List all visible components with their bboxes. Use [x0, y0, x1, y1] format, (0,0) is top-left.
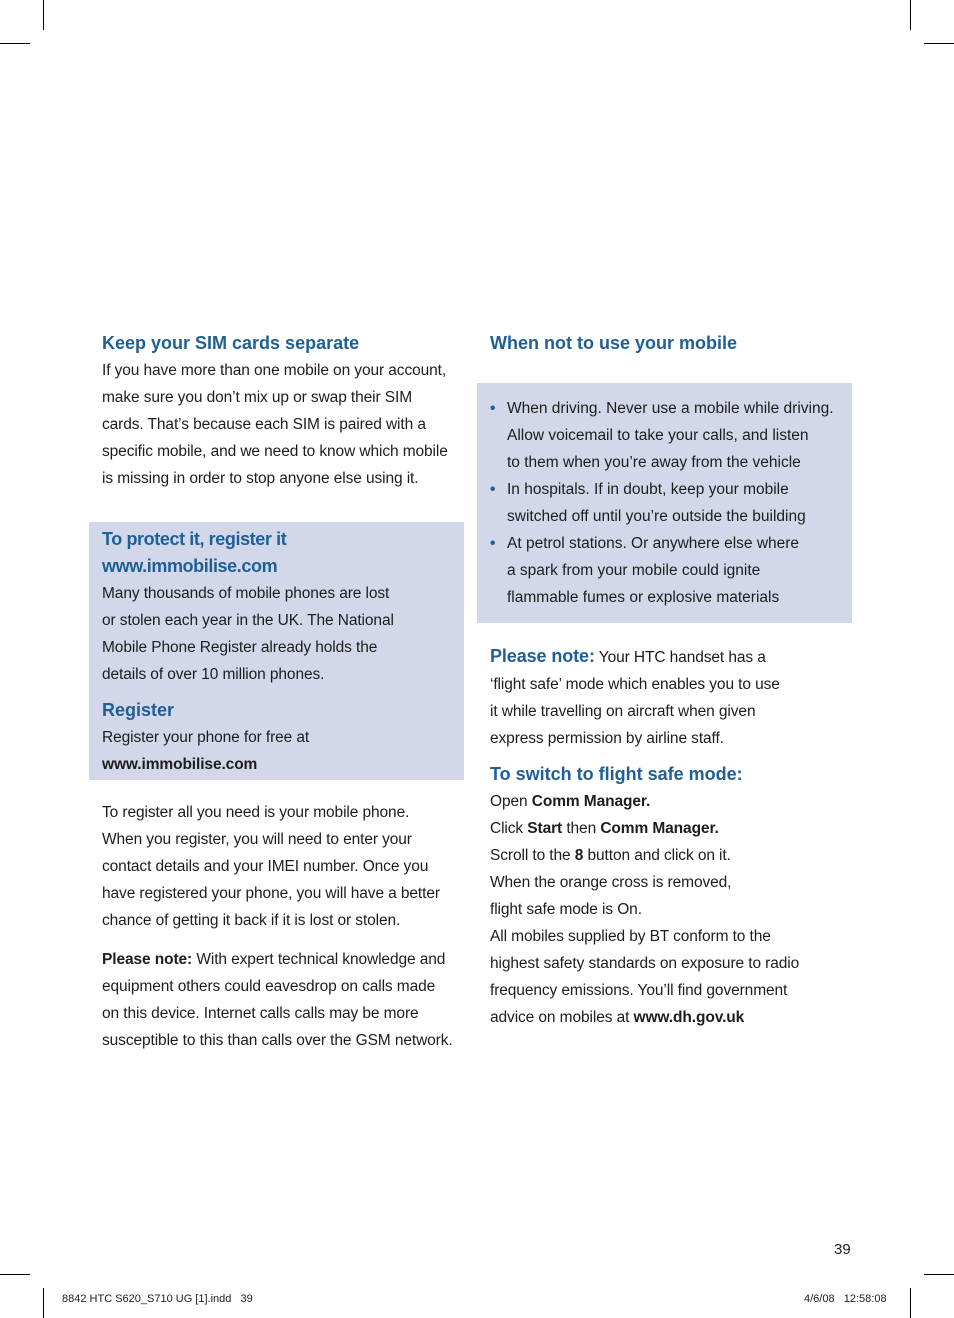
when-section — [477, 330, 852, 623]
sim-heading: Keep your SIM cards separate — [102, 333, 360, 353]
list-item: • At petrol stations. Or anywhere else where a spark from your mobile could ignite flammable fumes or explosive materials — [490, 530, 852, 611]
crop-mark — [0, 43, 30, 44]
when-box — [477, 383, 852, 623]
register-text: Register your phone for free at www.immobilise.com — [102, 729, 310, 773]
list-item: • In hospitals. If in doubt, keep your mobile switched off until you’re outside the building — [490, 476, 852, 530]
how-text: To register all you need is your mobile phone. When you register, you will need to enter your contact details and your IMEI number. Once you have registered your phone, you will have a better chance of getting it back if it is lost or stolen. — [102, 804, 440, 929]
page-number: 39 — [834, 1241, 851, 1258]
left-note-section — [89, 946, 464, 1054]
right-column — [477, 330, 852, 1031]
protect-text: Many thousands of mobile phones are lost or stolen each year in the UK. The National Mobile Phone Register already holds the details of over 10 million phones. — [102, 585, 394, 683]
sim-text: If you have more than one mobile on your account, make sure you don’t mix up or swap their SIM cards. That’s because each SIM is paired with a specific mobile, and we need to know which mobile is missing in order to stop anyone else using it. — [102, 362, 448, 487]
register-heading: Register — [102, 700, 175, 720]
protect-heading: To protect it, register it www.immobilise.com — [102, 529, 287, 576]
crop-mark — [924, 43, 954, 44]
crop-mark — [910, 0, 911, 30]
bullet-icon: • — [490, 481, 496, 498]
right-note-section — [477, 643, 852, 752]
left-column — [89, 330, 464, 1054]
slug-left: 8842 HTC S620_S710 UG [1].indd 39 — [62, 1293, 253, 1305]
slug-right: 4/6/08 12:58:08 — [804, 1293, 887, 1305]
crop-mark — [43, 1288, 44, 1318]
sim-section — [89, 330, 464, 492]
bullet-icon: • — [490, 535, 496, 552]
left-note-label: Please note: — [102, 951, 193, 968]
list-item: • When driving. Never use a mobile while driving. Allow voicemail to take your calls, and listen to them when you’re away from the vehicle — [490, 395, 852, 476]
crop-mark — [43, 0, 44, 30]
flight-heading: To switch to flight safe mode: — [490, 764, 743, 784]
right-note-label: Please note: — [490, 646, 595, 666]
how-section — [89, 799, 464, 934]
right-note-text: Please note: Your HTC handset has a ‘flight safe’ mode which enables you to use it while travelling on aircraft when given express permission by airline staff. — [490, 646, 780, 747]
crop-mark — [910, 1288, 911, 1318]
dh-url: www.dh.gov.uk — [633, 1009, 745, 1026]
flight-text: Open Comm Manager. Click Start then Comm Manager. Scroll to the 8 button and click on it. When the orange cross is removed, flight safe mode is On. All mobiles supplied by BT conform to the highest safety standards on exposure to radio frequency emissions. You’ll find government advice on mobiles at www.dh.gov.uk — [490, 793, 800, 1026]
protect-box — [89, 522, 464, 780]
left-note-text: Please note: With expert technical knowledge and equipment others could eavesdrop on calls made on this device. Internet calls calls may be more susceptible to this than calls over the GSM network. — [102, 951, 453, 1049]
when-heading: When not to use your mobile — [490, 333, 737, 353]
register-url: www.immobilise.com — [102, 756, 258, 773]
bullet-icon: • — [490, 400, 496, 417]
crop-mark — [0, 1274, 30, 1275]
flight-section — [477, 761, 852, 1031]
crop-mark — [924, 1274, 954, 1275]
when-list — [477, 395, 852, 611]
